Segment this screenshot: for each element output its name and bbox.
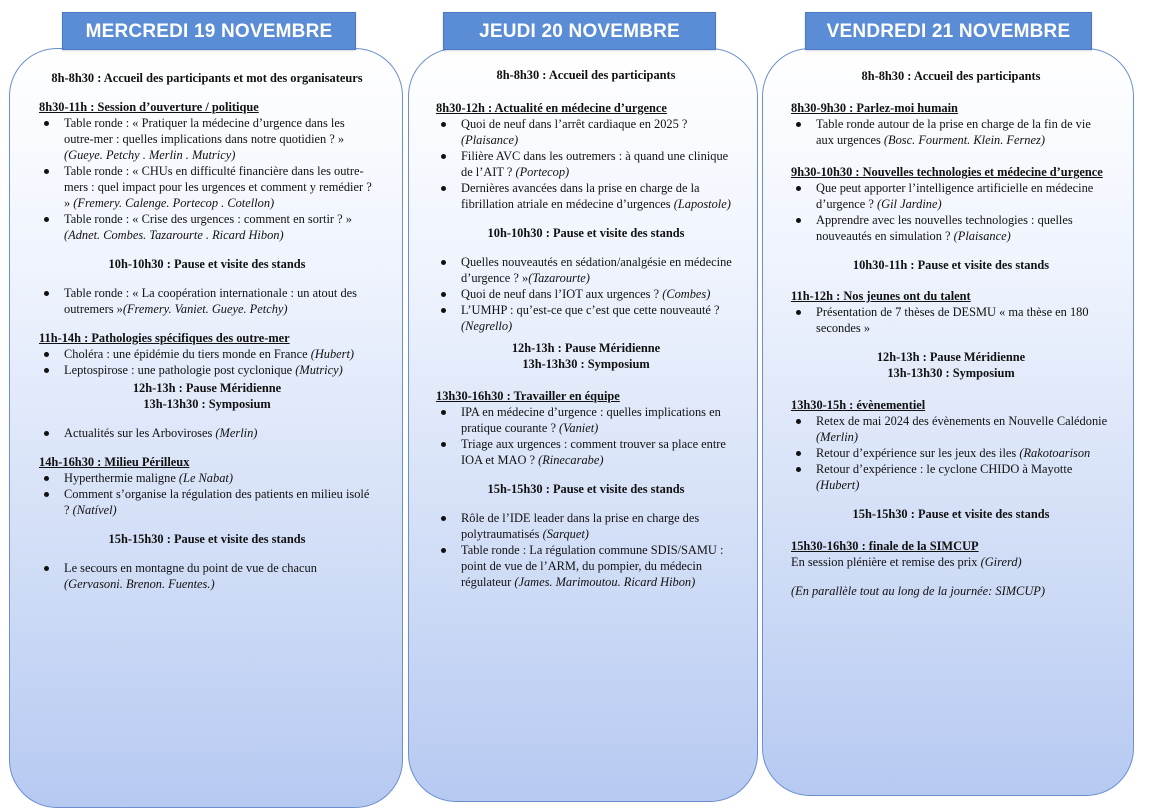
list-item: Filière AVC dans les outremers : à quand une clinique de l’AIT ? (Portecop) xyxy=(436,148,736,180)
list-item: Retour d’expérience sur les jeux des iles (Rakotoarison xyxy=(791,445,1111,461)
session-items xyxy=(39,285,375,317)
break-slot: 15h-15h30 : Pause et visite des stands xyxy=(852,507,1050,521)
list-item: Quoi de neuf dans l’arrêt cardiaque en 2025 ? (Plaisance) xyxy=(436,116,736,148)
day-content-wednesday xyxy=(39,70,375,592)
list-item: IPA en médecine d’urgence : quelles implications en pratique courante ? (Vaniet) xyxy=(436,404,736,436)
session-title: 13h30-15h : évènementiel xyxy=(791,398,926,412)
list-item: Choléra : une épidémie du tiers monde en France (Hubert) xyxy=(39,346,375,362)
list-item: Rôle de l’IDE leader dans la prise en charge des polytraumatisés (Sarquet) xyxy=(436,510,736,542)
list-item: Dernières avancées dans la prise en charge de la fibrillation atriale en médecine d’urgences (Lapostole) xyxy=(436,180,736,212)
list-item: Comment s’organise la régulation des patients en milieu isolé ? (Natível) xyxy=(39,486,375,518)
day-header-friday: VENDREDI 21 NOVEMBRE xyxy=(805,12,1092,50)
lunch-slot: 12h-13h : Pause Méridienne xyxy=(132,381,282,395)
session-items xyxy=(791,304,1111,336)
session-items xyxy=(39,425,375,441)
day-header-wednesday: MERCREDI 19 NOVEMBRE xyxy=(62,12,356,50)
lunch-slot: 12h-13h : Pause Méridienne xyxy=(876,350,1026,364)
break-slot: 15h-15h30 : Pause et visite des stands xyxy=(108,532,306,546)
list-item: Quelles nouveautés en sédation/analgésie en médecine d’urgence ? »(Tazarourte) xyxy=(436,254,736,286)
list-item: Que peut apporter l’intelligence artificielle en médecine d’urgence ? (Gil Jardine) xyxy=(791,180,1111,212)
list-item: Le secours en montagne du point de vue de chacun (Gervasoni. Brenon. Fuentes.) xyxy=(39,560,375,592)
list-item: Table ronde : « Pratiquer la médecine d’urgence dans les outre-mer : quelles implications dans notre quotidien ? » (Gueye. Petchy . Merlin . Mutricy) xyxy=(39,115,375,163)
session-items xyxy=(39,115,375,243)
session-items xyxy=(39,346,375,378)
symposium-slot: 13h-13h30 : Symposium xyxy=(887,366,1015,380)
list-item: Hyperthermie maligne (Le Nabat) xyxy=(39,470,375,486)
session-items xyxy=(436,254,736,334)
list-item: Triage aux urgences : comment trouver sa place entre IOA et MAO ? (Rinecarabe) xyxy=(436,436,736,468)
session-title: 9h30-10h30 : Nouvelles technologies et médecine d’urgence xyxy=(791,165,1103,179)
list-item: Table ronde : La régulation commune SDIS/SAMU : point de vue de l’ARM, du pompier, du médecin régulateur (James. Marimoutou. Ricard Hibon) xyxy=(436,542,736,590)
session-items xyxy=(39,560,375,592)
break-slot: 10h30-11h : Pause et visite des stands xyxy=(852,258,1050,272)
list-item: L’UMHP : qu’est-ce que c’est que cette nouveauté ? (Negrello) xyxy=(436,302,736,334)
welcome-slot: 8h-8h30 : Accueil des participants xyxy=(496,68,676,82)
list-item: Retex de mai 2024 des évènements en Nouvelle Calédonie (Merlin) xyxy=(791,413,1111,445)
list-item: Présentation de 7 thèses de DESMU « ma thèse en 180 secondes » xyxy=(791,304,1111,336)
list-item: Table ronde autour de la prise en charge de la fin de vie aux urgences (Bosc. Fourment. Klein. Fernez) xyxy=(791,116,1111,148)
list-item: Table ronde : « Crise des urgences : comment en sortir ? » (Adnet. Combes. Tazarourte . Ricard Hibon) xyxy=(39,211,375,243)
list-item: Quoi de neuf dans l’IOT aux urgences ? (Combes) xyxy=(436,286,736,302)
session-items xyxy=(436,510,736,590)
session-items xyxy=(436,404,736,468)
session-text: En session plénière et remise des prix (Girerd) xyxy=(791,555,1022,569)
list-item: Actualités sur les Arboviroses (Merlin) xyxy=(39,425,375,441)
day-content-friday xyxy=(791,68,1111,599)
session-items xyxy=(791,413,1111,493)
session-items xyxy=(791,116,1111,148)
session-title: 11h-14h : Pathologies spécifiques des outre-mer xyxy=(39,331,290,345)
session-items xyxy=(436,116,736,212)
session-title: 14h-16h30 : Milieu Périlleux xyxy=(39,455,190,469)
session-title: 8h30-12h : Actualité en médecine d’urgence xyxy=(436,101,667,115)
lunch-slot: 12h-13h : Pause Méridienne xyxy=(511,341,661,355)
day-header-thursday: JEUDI 20 NOVEMBRE xyxy=(443,12,716,50)
parallel-note: (En parallèle tout au long de la journée: SIMCUP) xyxy=(791,584,1045,598)
symposium-slot: 13h-13h30 : Symposium xyxy=(522,357,650,371)
session-title: 15h30-16h30 : finale de la SIMCUP xyxy=(791,539,979,553)
welcome-slot: 8h-8h30 : Accueil des participants xyxy=(861,69,1041,83)
break-slot: 15h-15h30 : Pause et visite des stands xyxy=(487,482,685,496)
list-item: Leptospirose : une pathologie post cyclonique (Mutricy) xyxy=(39,362,375,378)
break-slot: 10h-10h30 : Pause et visite des stands xyxy=(487,226,685,240)
symposium-slot: 13h-13h30 : Symposium xyxy=(143,397,271,411)
session-title: 13h30-16h30 : Travailler en équipe xyxy=(436,389,620,403)
welcome-slot: 8h-8h30 : Accueil des participants et mot des organisateurs xyxy=(51,71,363,85)
session-title: 8h30-9h30 : Parlez-moi humain xyxy=(791,101,958,115)
list-item: Table ronde : « CHUs en difficulté financière dans les outre-mers : quel impact pour les urgences et comment y remédier ? » (Fremery. Calenge. Portecop . Cotellon) xyxy=(39,163,375,211)
list-item: Table ronde : « La coopération internationale : un atout des outremers »(Fremery. Vaniet. Gueye. Petchy) xyxy=(39,285,375,317)
day-content-thursday xyxy=(436,67,736,590)
break-slot: 10h-10h30 : Pause et visite des stands xyxy=(108,257,306,271)
session-title: 11h-12h : Nos jeunes ont du talent xyxy=(791,289,971,303)
session-items xyxy=(791,180,1111,244)
list-item: Retour d’expérience : le cyclone CHIDO à Mayotte (Hubert) xyxy=(791,461,1111,493)
session-title: 8h30-11h : Session d’ouverture / politique xyxy=(39,100,259,114)
session-items xyxy=(39,470,375,518)
list-item: Apprendre avec les nouvelles technologies : quelles nouveautés en simulation ? (Plaisance) xyxy=(791,212,1111,244)
